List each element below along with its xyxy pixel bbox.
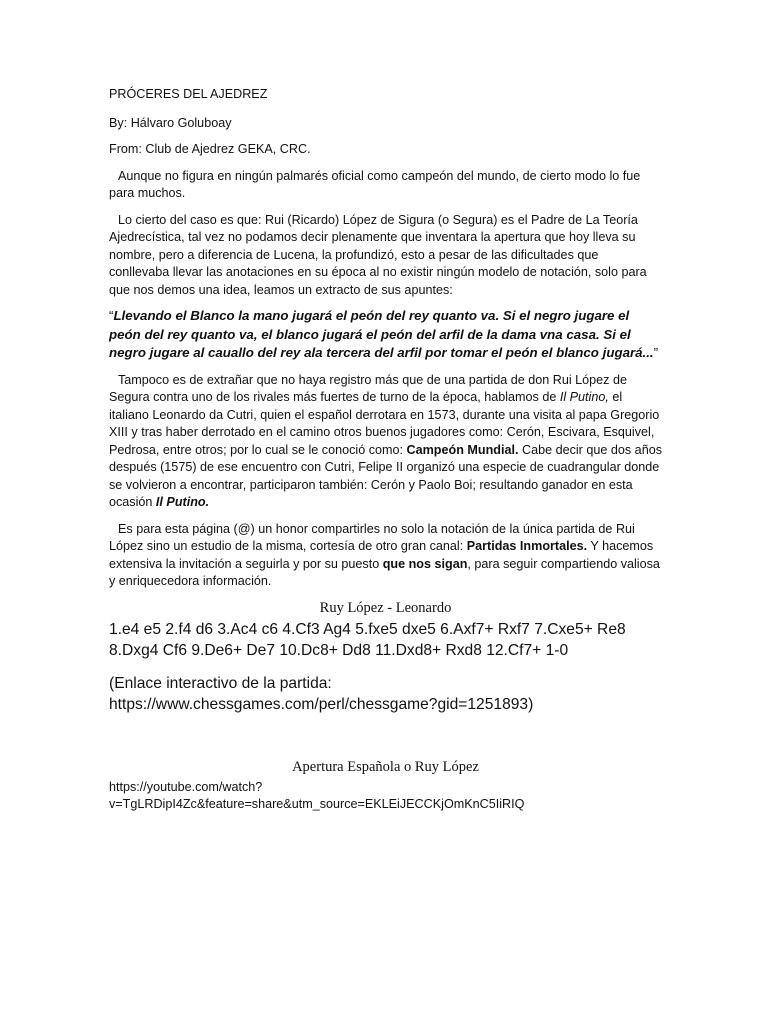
il-putino-ref: Il Putino, — [559, 390, 609, 404]
quote-open: “ — [109, 308, 114, 323]
history-text-3: Cabe decir que dos años después (1575) de ese encuentro con Cutri, Felipe II organizó una especie de cuadrangular donde se volvieron a encontrar, participaron también: Cerón y Paolo Boi; resultando ganador en esta ocasión — [109, 442, 662, 509]
article-title: PRÓCERES DEL AJEDREZ — [109, 87, 268, 101]
invitation-text-3: , para seguir compartiendo valiosa y enriquecedora información. — [109, 556, 660, 588]
campeon-mundial: Campeón Mundial. — [406, 442, 519, 457]
game-link-paragraph — [109, 673, 662, 715]
que-nos-sigan: que nos sigan — [382, 556, 468, 571]
invitation-text-1: Es para esta página (@) un honor compartirles no solo la notación de la única partida de Rui López sino un estudio de la misma, cortesía de otro gran canal: — [109, 521, 635, 553]
paragraph-history — [109, 372, 662, 512]
source-line: From: Club de Ajedrez GEKA, CRC. — [109, 142, 311, 156]
quote-block — [109, 307, 662, 363]
game-link-label: (Enlace interactivo de la partida: — [109, 675, 332, 692]
youtube-link-line2[interactable]: v=TgLRDipI4Zc&feature=share&utm_source=EKLEiJECCKjOmKnC5IiRIQ — [109, 796, 525, 811]
paragraph-invitation — [109, 521, 662, 591]
partidas-inmortales: Partidas Inmortales. — [466, 539, 588, 553]
history-text-1: Tampoco es de extrañar que no haya registro más que de una partida de don Rui López de Segura contra uno de los rivales más fuertes de turno de la época, hablamos de — [109, 372, 627, 404]
youtube-link-line1[interactable]: https://youtube.com/watch? — [109, 779, 263, 794]
history-text-2: el italiano Leonardo da Cutri, quien el español derrotara en 1573, durante una visita al papa Gregorio XIII y tras haber derrotado en el camino otros buenos jugadores como: Cerón, Escivara, Esquivel, Pedrosa, entre otros; por lo cual se le conoció como: — [109, 390, 660, 457]
paragraph-intro: Aunque no figura en ningún palmarés oficial como campeón del mundo, de cierto modo lo fue para muchos. — [109, 168, 641, 200]
document-page — [109, 86, 662, 822]
game-title: Ruy López - Leonardo — [319, 599, 452, 616]
quote-text: Llevando el Blanco la mano jugará el peón del rey quanto va. Si el negro jugare el peón del rey quanto va, el blanco jugará el peón del arfil de la dama vna casa. Si el negro jugare al cauallo del rey ala tercera del arfil por tomar el peón el blanco jugará... — [109, 308, 654, 360]
opening-title: Apertura Española o Ruy López — [292, 759, 479, 775]
game-moves: 1.e4 e5 2.f4 d6 3.Ac4 c6 4.Cf3 Ag4 5.fxe5 dxe5 6.Axf7+ Rxf7 7.Cxe5+ Re8 8.Dxg4 Cf6 9.De6+ De7 10.Dc8+ Dd8 11.Dxd8+ Rxd8 12.Cf7+ 1-0 — [109, 621, 626, 659]
paragraph-teoria: Lo cierto del caso es que: Rui (Ricardo) López de Sigura (o Segura) es el Padre de La Teoría Ajedrecística, tal vez no podamos decir plenamente que inventara la apertura que hoy lleva su nombre, pero a diferencia de Lucena, la profundizó, esto a pesar de las dificultades que conllevaba llevar las anotaciones en su época al no existir ningún modelo de notación, solo para que nos demos una idea, leamos un extracto de sus apuntes: — [109, 212, 647, 297]
invitation-text-2: Y hacemos extensiva la invitación a seguirla y por su puesto — [109, 539, 654, 571]
byline: By: Hálvaro Goluboay — [109, 115, 232, 130]
youtube-link[interactable] — [109, 779, 662, 813]
il-putino-winner: Il Putino. — [155, 495, 210, 509]
quote-close: ” — [653, 345, 659, 360]
game-link-url[interactable]: https://www.chessgames.com/perl/chessgame?gid=1251893) — [109, 696, 534, 713]
